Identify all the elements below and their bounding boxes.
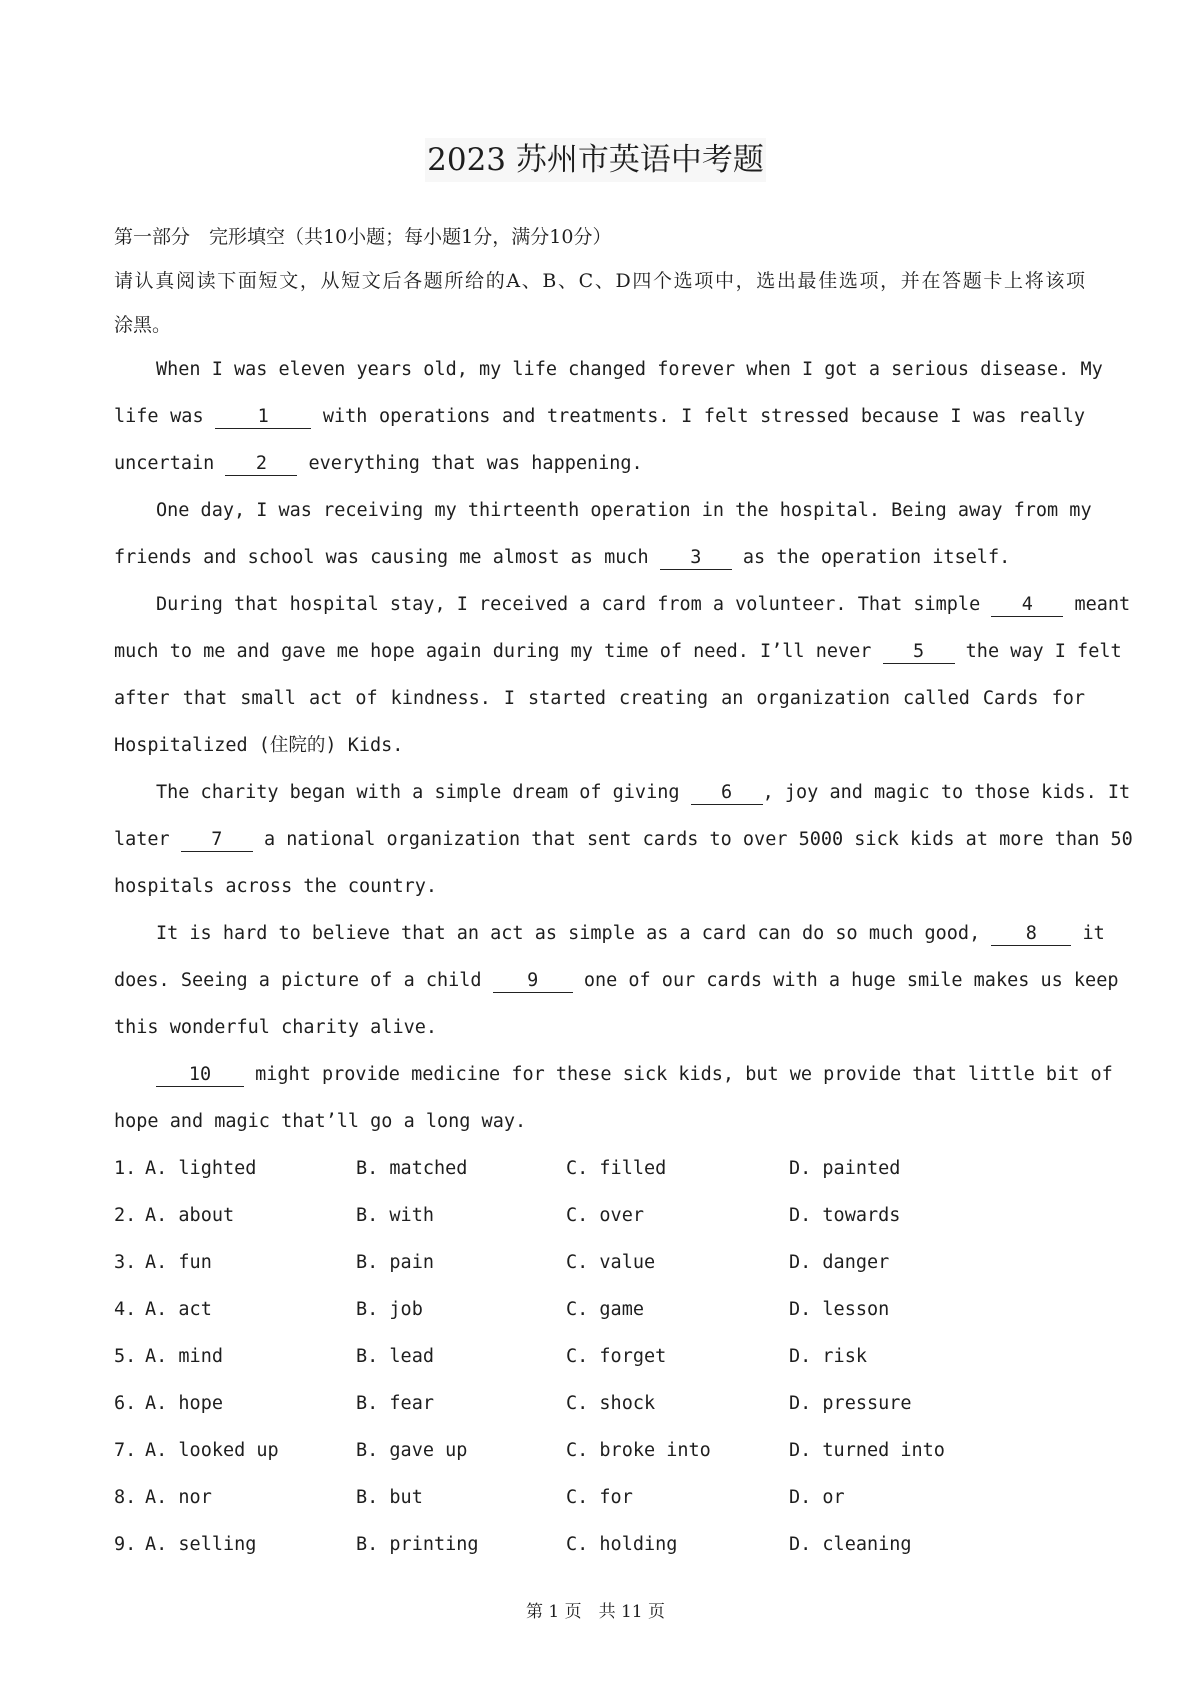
option-a: A. nor [145, 1487, 212, 1508]
passage-text: During that hospital stay, I received a card from a volunteer. That simple [156, 594, 981, 615]
blank-1: 1 [215, 406, 311, 429]
passage-text: meant [1074, 594, 1131, 615]
option-d: D. or [789, 1487, 845, 1508]
passage-line [156, 919, 1105, 949]
question-number: 7. [114, 1440, 137, 1461]
option-a: A. fun [145, 1252, 212, 1273]
option-c: C. forget [566, 1346, 667, 1367]
option-d: D. turned into [789, 1440, 945, 1461]
passage-line [114, 825, 1133, 855]
option-a: A. selling [145, 1534, 257, 1555]
passage-text: friends and school was causing me almost as much [114, 547, 649, 568]
passage-text: as the operation itself. [742, 547, 1011, 568]
option-c: C. for [566, 1487, 633, 1508]
option-c: C. game [566, 1299, 644, 1320]
passage-text: The charity began with a simple dream of giving [156, 782, 680, 803]
option-d: D. pressure [789, 1393, 912, 1414]
option-b: B. lead [356, 1346, 434, 1367]
blank-2: 2 [225, 453, 297, 476]
page-title [0, 138, 1191, 182]
option-b: B. with [356, 1205, 434, 1226]
question-number: 4. [114, 1299, 137, 1320]
option-b: B. fear [356, 1393, 434, 1414]
passage-text: everything that was happening. [308, 453, 643, 474]
option-a: A. hope [145, 1393, 223, 1414]
question-number: 6. [114, 1393, 137, 1414]
option-a: A. looked up [145, 1440, 279, 1461]
question-number: 3. [114, 1252, 137, 1273]
passage-text: the way I felt [965, 641, 1122, 662]
question-number: 1. [114, 1158, 137, 1179]
question-number: 5. [114, 1346, 137, 1367]
passage-line: When I was eleven years old, my life changed forever when I got a serious disease. My [156, 359, 1103, 380]
passage-line [114, 402, 1085, 432]
blank-4: 4 [991, 594, 1063, 617]
question-number: 8. [114, 1487, 137, 1508]
passage-line [114, 966, 1119, 996]
passage-text: , joy and magic to those kids. It [762, 782, 1131, 803]
blank-6: 6 [691, 782, 763, 805]
question-number: 2. [114, 1205, 137, 1226]
passage-line: this wonderful charity alive. [114, 1017, 438, 1038]
option-a: A. about [145, 1205, 235, 1226]
passage-text: might provide medicine for these sick kids, but we provide that little bit of [255, 1064, 1113, 1085]
passage-text: a national organization that sent cards to over 5000 sick kids at more than 50 [263, 829, 1133, 850]
option-d: D. danger [789, 1252, 890, 1273]
option-c: C. shock [566, 1393, 656, 1414]
option-d: D. towards [789, 1205, 901, 1226]
option-c: C. holding [566, 1534, 678, 1555]
blank-8: 8 [991, 923, 1071, 946]
option-c: C. filled [566, 1158, 667, 1179]
title-text: 2023 苏州市英语中考题 [425, 138, 766, 182]
option-c: C. value [566, 1252, 656, 1273]
passage-text: one of our cards with a huge smile makes us keep [583, 970, 1119, 991]
blank-10: 10 [156, 1064, 244, 1087]
instructions-line-1: 请认真阅读下面短文，从短文后各题所给的A、B、C、D四个选项中，选出最佳选项，并在答题卡上将该项 [114, 270, 1085, 292]
passage-line: Hospitalized (住院的) Kids. [114, 735, 404, 756]
passage-text: much to me and gave me hope again during my time of need. I’ll never [114, 641, 872, 662]
option-b: B. pain [356, 1252, 434, 1273]
passage-line [114, 449, 1085, 479]
passage-line: One day, I was receiving my thirteenth operation in the hospital. Being away from my [156, 500, 1092, 521]
passage-line: after that small act of kindness. I started creating an organization called Cards for [114, 688, 1085, 709]
option-b: B. job [356, 1299, 423, 1320]
blank-3: 3 [660, 547, 732, 570]
option-a: A. mind [145, 1346, 223, 1367]
blank-7: 7 [181, 829, 253, 852]
instructions-line-2: 涂黑。 [114, 314, 172, 336]
option-d: D. risk [789, 1346, 867, 1367]
option-d: D. lesson [789, 1299, 890, 1320]
passage-line [156, 778, 1131, 808]
option-d: D. cleaning [789, 1534, 912, 1555]
passage-text: with operations and treatments. I felt stressed because I was really [322, 406, 1086, 427]
option-d: D. painted [789, 1158, 901, 1179]
passage-line [114, 543, 1085, 573]
passage-line [156, 1060, 1113, 1090]
blank-5: 5 [883, 641, 955, 664]
passage-text: does. Seeing a picture of a child [114, 970, 482, 991]
question-number: 9. [114, 1534, 137, 1555]
option-a: A. lighted [145, 1158, 257, 1179]
passage-line [114, 637, 1122, 667]
passage-text: life was [114, 406, 204, 427]
passage-text: it [1082, 923, 1105, 944]
option-b: B. gave up [356, 1440, 468, 1461]
passage-text: uncertain [114, 453, 215, 474]
page-footer: 第 1 页 共 11 页 [525, 1602, 666, 1622]
option-a: A. act [145, 1299, 212, 1320]
blank-9: 9 [493, 970, 573, 993]
passage-line: hope and magic that’ll go a long way. [114, 1111, 527, 1132]
option-c: C. broke into [566, 1440, 711, 1461]
passage-text: later [114, 829, 170, 850]
option-c: C. over [566, 1205, 644, 1226]
passage-line: hospitals across the country. [114, 876, 438, 897]
passage-line [156, 590, 1131, 620]
passage-text: It is hard to believe that an act as simple as a card can do so much good, [156, 923, 981, 944]
section-heading: 第一部分 完形填空（共10小题；每小题1分，满分10分） [114, 226, 612, 248]
option-b: B. but [356, 1487, 423, 1508]
option-b: B. printing [356, 1534, 479, 1555]
option-b: B. matched [356, 1158, 468, 1179]
